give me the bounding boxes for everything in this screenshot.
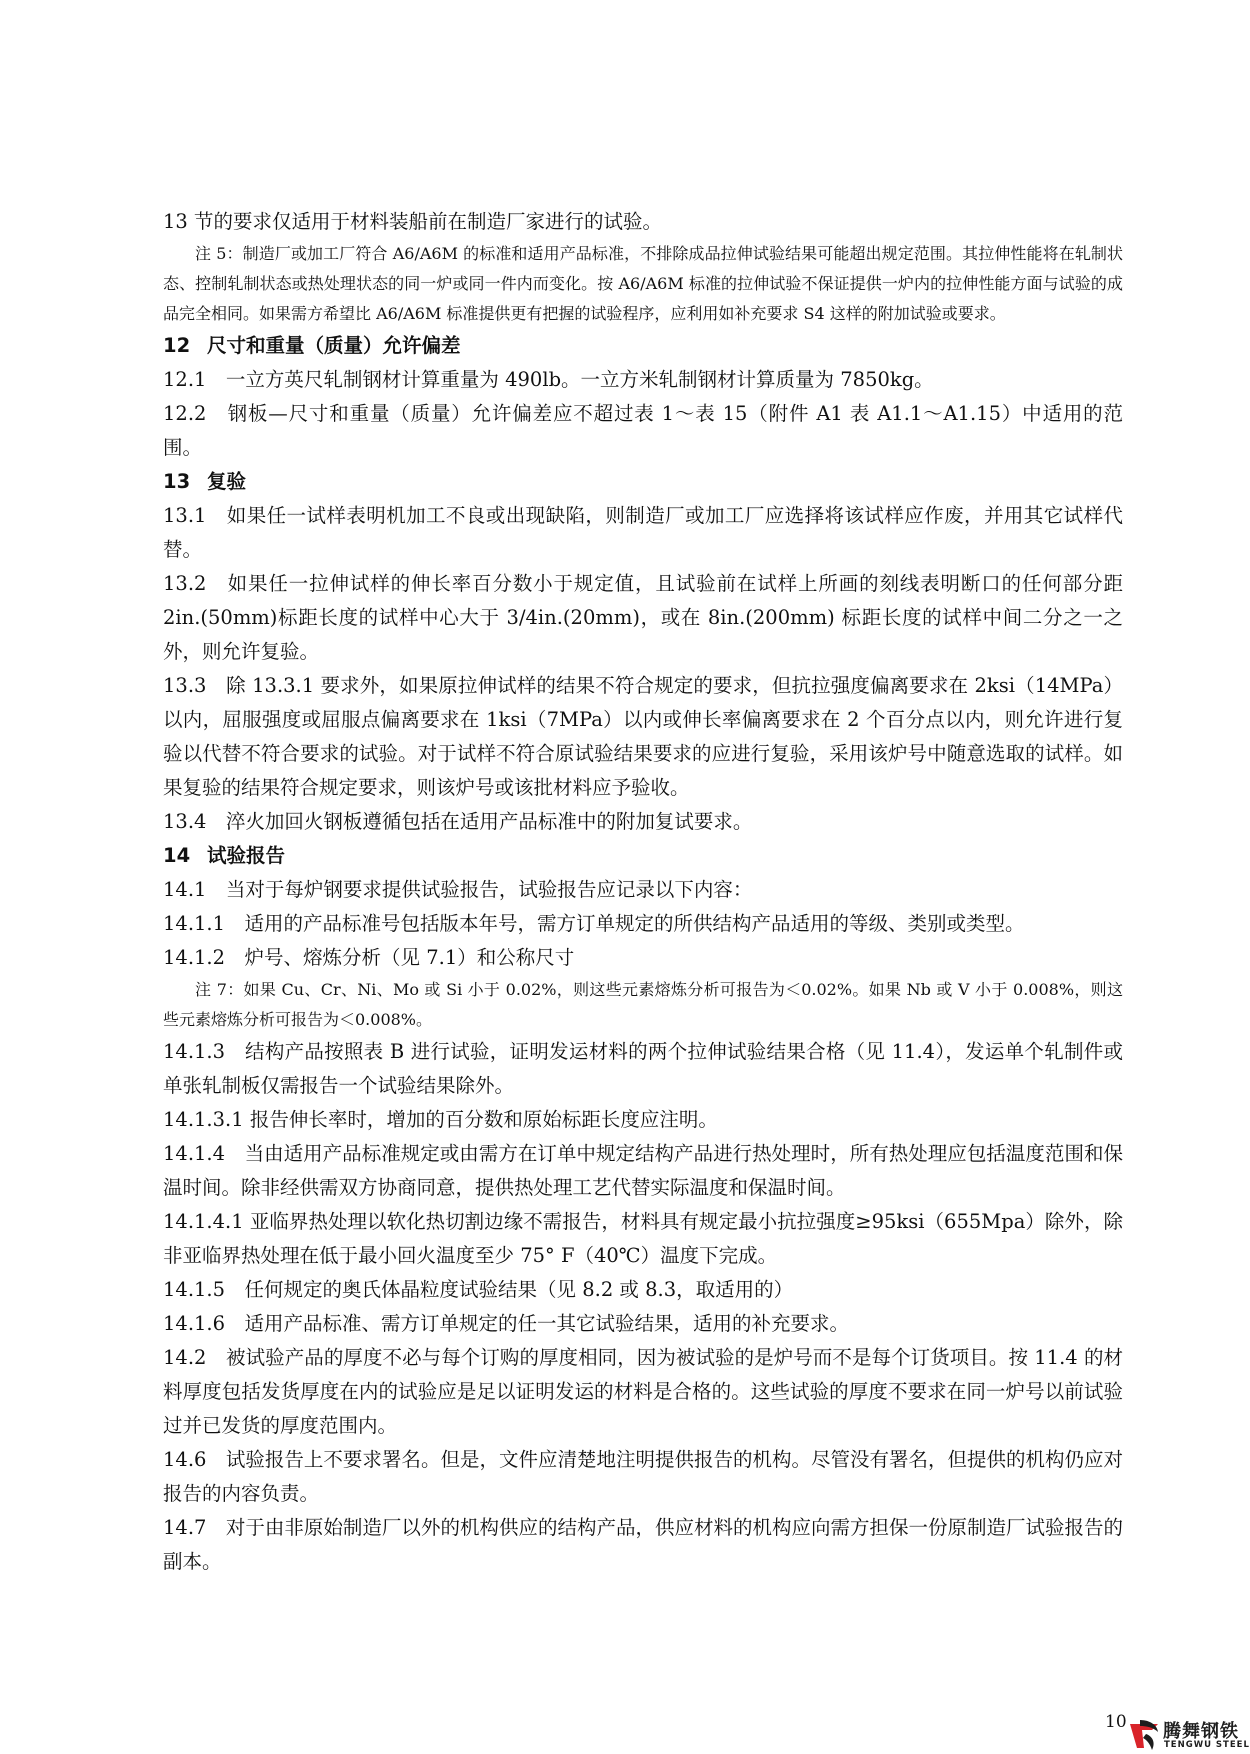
paragraph: 14.1.2 炉号、熔炼分析（见 7.1）和公称尺寸 xyxy=(163,946,575,969)
section-title: 尺寸和重量（质量）允许偏差 xyxy=(207,334,461,357)
paragraph: 13 节的要求仅适用于材料装船前在制造厂家进行的试验。 xyxy=(163,210,663,233)
tengwu-logo-icon xyxy=(1128,1718,1160,1752)
paragraph: 13.3 除 13.3.1 要求外，如果原拉伸试样的结果不符合规定的要求，但抗拉强度偏离要求在 2ksi（14MPa）以内，屈服强度或屈服点偏离要求在 1ksi（7MPa）以内或伸长率偏离要求在 2 个百分点以内，则允许进行复验以代替不符合要求的试验。对于试样不符合原试验结果要求的应进行复验，采用该炉号中随意选取的试样。如果复验的结果符合规定要求，则该炉号或该批材料应予验收。 xyxy=(163,674,1123,799)
paragraph: 14.1.6 适用产品标准、需方订单规定的任一其它试验结果，适用的补充要求。 xyxy=(163,1312,850,1335)
section-heading xyxy=(163,329,1123,363)
paragraph: 14.1.4 当由适用产品标准规定或由需方在订单中规定结构产品进行热处理时，所有热处理应包括温度范围和保温时间。除非经供需双方协商同意，提供热处理工艺代替实际温度和保温时间。 xyxy=(163,1142,1123,1199)
paragraph: 14.2 被试验产品的厚度不必与每个订购的厚度相同，因为被试验的是炉号而不是每个订货项目。按 11.4 的材料厚度包括发货厚度在内的试验应是足以证明发运的材料是合格的。这些试验的厚度不要求在同一炉号以前试验过并已发货的厚度范围内。 xyxy=(163,1346,1123,1437)
paragraph: 13.1 如果任一试样表明机加工不良或出现缺陷，则制造厂或加工厂应选择将该试样应作废，并用其它试样代替。 xyxy=(163,504,1123,561)
section-heading xyxy=(163,465,1123,499)
page-number: 10 xyxy=(1105,1712,1127,1732)
paragraph: 14.7 对于由非原始制造厂以外的机构供应的结构产品，供应材料的机构应向需方担保一份原制造厂试验报告的副本。 xyxy=(163,1516,1123,1573)
note-paragraph: 注 7：如果 Cu、Cr、Ni、Mo 或 Si 小于 0.02%，则这些元素熔炼分析可报告为＜0.02%。如果 Nb 或 V 小于 0.008%，则这些元素熔炼分析可报告为＜0.008%。 xyxy=(163,980,1123,1029)
document-body xyxy=(163,205,1123,1579)
paragraph: 14.6 试验报告上不要求署名。但是，文件应清楚地注明提供报告的机构。尽管没有署名，但提供的机构仍应对报告的内容负责。 xyxy=(163,1448,1123,1505)
note-paragraph: 注 5：制造厂或加工厂符合 A6/A6M 的标准和适用产品标准，不排除成品拉伸试验结果可能超出规定范围。其拉伸性能将在轧制状态、控制轧制状态或热处理状态的同一炉或同一件内而变化。按 A6/A6M 标准的拉伸试验不保证提供一炉内的拉伸性能方面与试验的成品完全相同。如果需方希望比 A6/A6M 标准提供更有把握的试验程序，应利用如补充要求 S4 这样的附加试验或要求。 xyxy=(163,244,1123,323)
paragraph: 14.1.3.1 报告伸长率时，增加的百分数和原始标距长度应注明。 xyxy=(163,1108,718,1131)
paragraph: 12.2 钢板—尺寸和重量（质量）允许偏差应不超过表 1～表 15（附件 A1 表 A1.1～A1.15）中适用的范围。 xyxy=(163,402,1123,459)
company-logo xyxy=(1128,1717,1250,1754)
paragraph: 13.2 如果任一拉伸试样的伸长率百分数小于规定值，且试验前在试样上所画的刻线表明断口的任何部分距 2in.(50mm)标距长度的试样中心大于 3/4in.(20mm)，或在 8in.(200mm) 标距长度的试样中间二分之一之外，则允许复验。 xyxy=(163,572,1123,663)
section-number: 13 xyxy=(163,470,191,493)
logo-english-text: TENGWU STEEL xyxy=(1164,1740,1250,1750)
section-title: 试验报告 xyxy=(207,844,286,867)
section-number: 14 xyxy=(163,844,191,867)
section-number: 12 xyxy=(163,334,191,357)
paragraph: 14.1.5 任何规定的奥氏体晶粒度试验结果（见 8.2 或 8.3，取适用的） xyxy=(163,1278,794,1301)
paragraph: 12.1 一立方英尺轧制钢材计算重量为 490lb。一立方米轧制钢材计算质量为 7850kg。 xyxy=(163,368,934,391)
paragraph: 13.4 淬火加回火钢板遵循包括在适用产品标准中的附加复试要求。 xyxy=(163,810,753,833)
paragraph: 14.1.3 结构产品按照表 B 进行试验，证明发运材料的两个拉伸试验结果合格（见 11.4），发运单个轧制件或单张轧制板仅需报告一个试验结果除外。 xyxy=(163,1040,1123,1097)
section-title: 复验 xyxy=(207,470,247,493)
paragraph: 14.1 当对于每炉钢要求提供试验报告，试验报告应记录以下内容： xyxy=(163,878,753,901)
paragraph: 14.1.1 适用的产品标准号包括版本年号，需方订单规定的所供结构产品适用的等级、类别或类型。 xyxy=(163,912,1025,935)
paragraph: 14.1.4.1 亚临界热处理以软化热切割边缘不需报告，材料具有规定最小抗拉强度≥95ksi（655Mpa）除外，除非亚临界热处理在低于最小回火温度至少 75° F（40℃）温度下完成。 xyxy=(163,1210,1123,1267)
section-heading xyxy=(163,839,1123,873)
logo-chinese-text: 腾舞钢铁 xyxy=(1163,1721,1239,1742)
